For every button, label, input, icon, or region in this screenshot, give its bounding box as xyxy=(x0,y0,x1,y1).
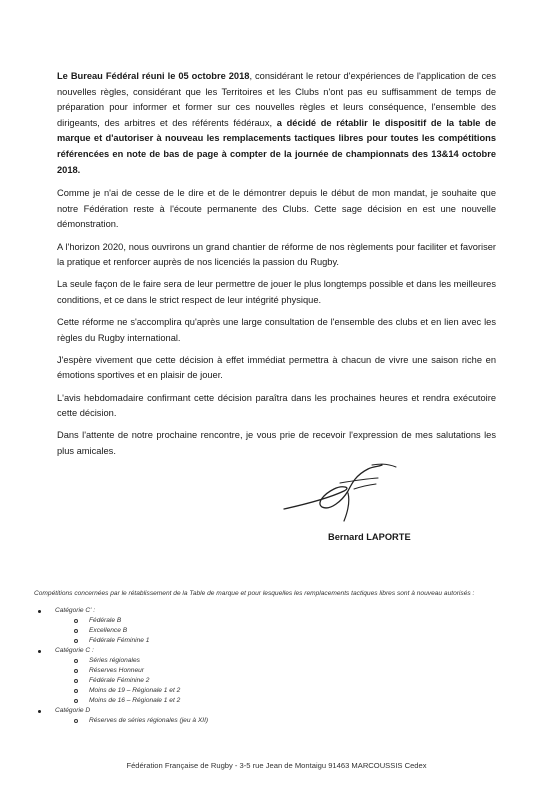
paragraph-closing: Dans l'attente de notre prochaine rencontre, je vous prie de recevoir l'expression de mes salutations les plus amicales. xyxy=(57,430,496,457)
paragraph-consultation: Cette réforme ne s'accomplira qu'après une large consultation de l'ensemble des clubs et en lien avec les règles du Rugby international. xyxy=(57,317,496,343)
paragraph-listening: Comme je n'ai de cesse de le dire et de le démontrer depuis le début de mon mandat, je souhaite que notre Fédération reste à l'écoute permanente des Clubs. Cette sage décision en est une nouvelle démonstration. xyxy=(57,188,496,230)
competition-item: Réserves de séries régionales (jeu à XII) xyxy=(34,716,520,726)
category-c-prime: Catégorie C' : xyxy=(34,606,520,616)
competition-item: Séries régionales xyxy=(34,656,520,666)
paragraph-reform: A l'horizon 2020, nous ouvrirons un grand chantier de réforme de nos règlements pour faciliter et favoriser la pratique et renforcer auprès de nos licenciés la passion du Rugby. xyxy=(57,241,496,268)
decision-intro: Le Bureau Fédéral réuni le 05 octobre 2018 xyxy=(57,71,250,81)
category-c: Catégorie C : xyxy=(34,646,520,656)
competition-item: Excellence B xyxy=(34,626,520,636)
paragraph-decision xyxy=(57,69,496,178)
category-d: Catégorie D xyxy=(34,706,520,716)
competition-item: Réserves Honneur xyxy=(34,666,520,676)
paragraph-season: J'espère vivement que cette décision à effet immédiat permettra à chacun de vivre une saison riche en émotions sportives et en plaisir de jouer. xyxy=(57,354,496,381)
paragraph-conditions: La seule façon de le faire sera de leur permettre de jouer le plus longtemps possible et dans les meilleures conditions, et ce dans le strict respect de leur intégrité physique. xyxy=(57,279,496,305)
competition-item: Moins de 16 – Régionale 1 et 2 xyxy=(34,696,520,706)
competition-item: Fédérale B xyxy=(34,616,520,626)
letter-body xyxy=(57,69,496,466)
decision-considerations: , considérant le retour d'expériences de l'application de ces nouvelles règles, considérant que les Territoires et les Clubs n'ont pas eu suffisamment de temps de préparation pour informer et former sur ces nouvelles règles et leurs conséquence, l'ensemble des dirigeants, des arbitres et des référents fédéraux, xyxy=(57,71,496,128)
footnote xyxy=(34,589,520,726)
competition-item: Moins de 19 – Régionale 1 et 2 xyxy=(34,686,520,696)
competition-item: Fédérale Féminine 2 xyxy=(34,676,520,686)
category-list xyxy=(34,606,520,726)
paragraph-notice: L'avis hebdomadaire confirmant cette décision paraîtra dans les prochaines heures et rendra exécutoire cette décision. xyxy=(57,392,496,419)
competition-item: Fédérale Féminine 1 xyxy=(34,636,520,646)
signer-name: Bernard LAPORTE xyxy=(328,532,411,542)
page-footer-address: Fédération Française de Rugby - 3-5 rue Jean de Montaigu 91463 MARCOUSSIS Cedex xyxy=(126,761,427,770)
decision-statement: a décidé de rétablir le dispositif de la table de marque et d'autoriser à nouveau les remplacements tactiques libres pour toutes les compétitions référencées en note de bas de page à compter de la journée de championnats des 13&14 octobre 2018. xyxy=(57,117,496,175)
handwritten-signature xyxy=(282,461,400,523)
footnote-intro: Compétitions concernées par le rétablissement de la Table de marque et pour lesquelles les remplacements tactiques libres sont à nouveau autorisés : xyxy=(34,590,475,597)
